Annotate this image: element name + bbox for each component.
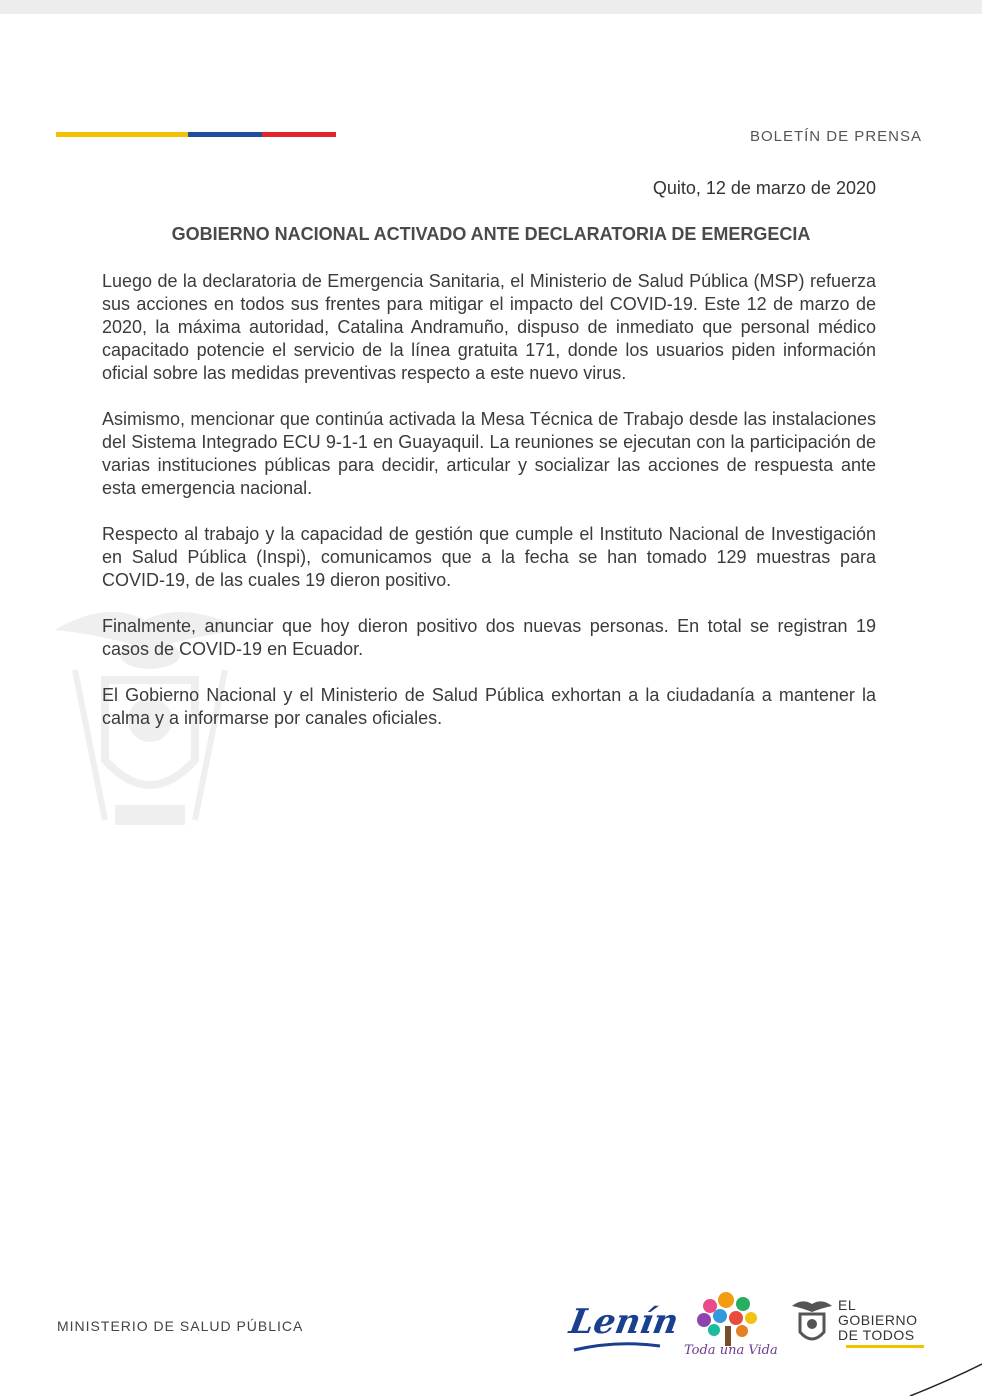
paragraph-3: Respecto al trabajo y la capacidad de gestión que cumple el Instituto Nacional de Investigación en Salud Pública (Inspi), comunicamos que a la fecha se han tomado 129 muestras para COVID-19, de las cuales 19 dieron positivo.: [102, 524, 876, 590]
coat-of-arms-icon: [790, 1296, 834, 1348]
bulletin-label: BOLETÍN DE PRENSA: [749, 128, 922, 145]
gobierno-underline: [846, 1345, 924, 1348]
flag-blue-segment: [188, 132, 262, 137]
page-top-edge: [0, 0, 982, 14]
flag-red-segment: [262, 132, 336, 137]
flag-yellow-segment: [56, 132, 188, 137]
document-date: Quito, 12 de marzo de 2020: [652, 178, 876, 198]
lenin-logo: Lenín: [566, 1302, 682, 1342]
gobierno-line-3: DE TODOS: [838, 1327, 915, 1343]
paragraph-2: Asimismo, mencionar que continúa activada la Mesa Técnica de Trabajo desde las instalaciones del Sistema Integrado ECU 9-1-1 en Guayaquil. La reuniones se ejecutan con la participación de varias instituciones públicas para decidir, articular y socializar las acciones de respuesta ante esta emergencia nacional.: [102, 409, 876, 498]
paragraph-5: El Gobierno Nacional y el Ministerio de Salud Pública exhortan a la ciudadanía a mantener la calma y a informarse por canales oficiales.: [102, 685, 876, 728]
ministry-footer-label: MINISTERIO DE SALUD PÚBLICA: [57, 1318, 304, 1334]
gobierno-line-1: EL: [838, 1297, 857, 1313]
toda-una-vida-label: Toda una Vida: [684, 1343, 778, 1358]
page-corner-curl-icon: [900, 1360, 982, 1396]
document-body: [102, 270, 876, 753]
paragraph-1: Luego de la declaratoria de Emergencia Sanitaria, el Ministerio de Salud Pública (MSP) refuerza sus acciones en todos sus frentes para mitigar el impacto del COVID-19. Este 12 de marzo de 2020, la máxima autoridad, Catalina Andramuño, dispuso de inmediato que personal médico capacitado potencie el servicio de la línea gratuita 171, donde los usuarios piden información oficial sobre las medidas preventivas respecto a este nuevo virus.: [102, 271, 876, 383]
paragraph-4: Finalmente, anunciar que hoy dieron positivo dos nuevas personas. En total se registran 19 casos de COVID-19 en Ecuador.: [102, 616, 876, 659]
gobierno-line-2: GOBIERNO: [838, 1312, 918, 1328]
flag-color-bar: [56, 132, 336, 137]
document-title: GOBIERNO NACIONAL ACTIVADO ANTE DECLARATORIA DE EMERGECIA: [171, 224, 811, 244]
lenin-swoosh-icon: [572, 1340, 662, 1352]
gobierno-de-todos-logo: [838, 1298, 917, 1343]
